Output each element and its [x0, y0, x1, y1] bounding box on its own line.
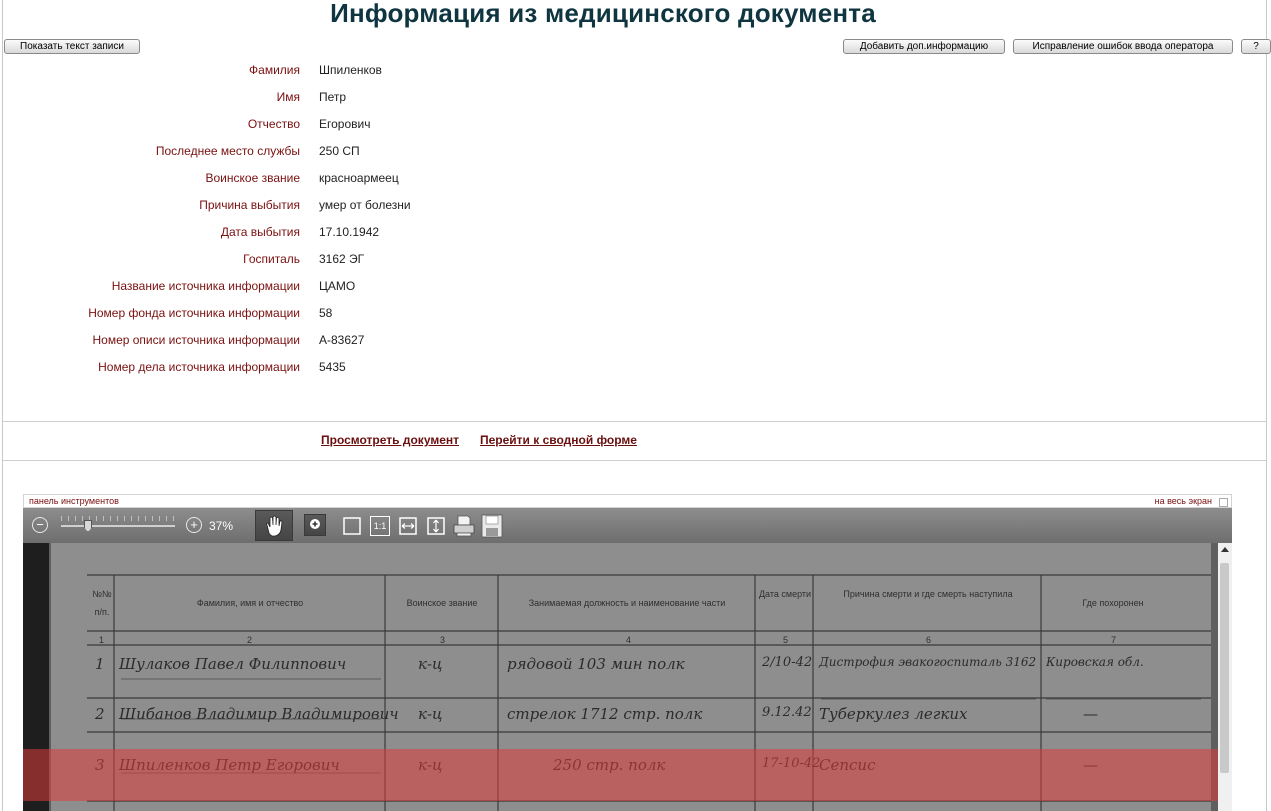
- field-value: Шпиленков: [319, 63, 382, 77]
- viewer-scrollbar[interactable]: [1218, 543, 1232, 811]
- zoom-slider-ticks: [61, 516, 175, 521]
- highlighted-record-overlay: [23, 749, 1218, 801]
- scan-col-number: 6: [926, 635, 932, 645]
- divider: [3, 460, 1266, 461]
- scan-cell: к-ц: [418, 705, 443, 723]
- zoom-out-icon[interactable]: −: [32, 517, 48, 533]
- scan-cell: 9.12.42: [762, 705, 812, 720]
- scan-header-number: №№ п/п.: [92, 589, 112, 617]
- zoom-slider-handle[interactable]: [84, 520, 92, 532]
- field-row: [0, 171, 800, 191]
- toolbar-panel-label: панель инструментов: [29, 496, 119, 506]
- field-value: 17.10.1942: [319, 225, 380, 239]
- field-value: 58: [319, 306, 333, 320]
- show-record-text-button[interactable]: Показать текст записи: [4, 39, 140, 54]
- field-row: [0, 333, 800, 353]
- field-row: [0, 360, 800, 380]
- field-value: 3162 ЭГ: [319, 252, 365, 266]
- document-scan[interactable]: [23, 543, 1218, 811]
- field-row: [0, 225, 800, 245]
- field-row: [0, 198, 800, 218]
- field-label: Отчество: [247, 117, 300, 131]
- pan-tool-button[interactable]: [255, 510, 293, 541]
- field-row: [0, 252, 800, 272]
- scan-cell: Туберкулез легких: [819, 705, 968, 723]
- scan-cell: Кировская обл.: [1046, 655, 1144, 669]
- scan-header-death-date: Дата смерти: [758, 589, 812, 599]
- view-document-link[interactable]: Просмотреть документ: [321, 433, 460, 447]
- scan-header-position: Занимаемая должность и наименование части: [528, 598, 726, 608]
- scan-col-number: 1: [99, 635, 105, 645]
- zoom-in-icon[interactable]: +: [186, 517, 202, 533]
- field-label: Фамилия: [249, 63, 300, 77]
- field-row: [0, 63, 800, 83]
- field-value: 250 СП: [319, 144, 360, 158]
- field-label: Имя: [276, 90, 300, 104]
- scan-cell: 2/10-42: [762, 655, 813, 670]
- viewer-panel-header: [23, 494, 1232, 508]
- scan-header-cause: Причина смерти и где смерть наступила: [843, 589, 1013, 599]
- fit-page-icon[interactable]: [342, 516, 362, 536]
- scan-col-number: 2: [247, 635, 253, 645]
- field-label: Название источника информации: [111, 279, 300, 293]
- scroll-up-arrow-icon[interactable]: [1221, 547, 1229, 552]
- save-icon[interactable]: [481, 514, 503, 538]
- field-value: 5435: [319, 360, 346, 374]
- field-row: [0, 90, 800, 110]
- scan-cell: стрелок 1712 стр. полк: [507, 705, 703, 723]
- scrollbar-thumb[interactable]: [1220, 563, 1229, 773]
- summary-form-link[interactable]: Перейти к сводной форме: [480, 433, 637, 447]
- scan-col-number: 4: [626, 635, 632, 645]
- page-frame-right: [1266, 0, 1267, 811]
- scan-cell: Шибанов Владимир Владимирович: [119, 705, 399, 723]
- field-label: Номер дела источника информации: [98, 360, 300, 374]
- field-value: А-83627: [319, 333, 365, 347]
- hand-icon: [256, 511, 292, 540]
- field-value: ЦАМО: [319, 279, 356, 293]
- scan-header-name: Фамилия, имя и отчество: [196, 598, 304, 608]
- field-row: [0, 306, 800, 326]
- zoom-rect-button[interactable]: [304, 514, 326, 536]
- scan-cell: 1: [95, 655, 105, 673]
- scan-header-rank: Воинское звание: [406, 598, 478, 608]
- field-label: Последнее место службы: [155, 144, 300, 158]
- field-row: [0, 144, 800, 164]
- field-label: Причина выбытия: [199, 198, 300, 212]
- scan-header-burial: Где похоронен: [1082, 598, 1144, 608]
- add-info-button[interactable]: Добавить доп.информацию: [843, 39, 1005, 54]
- field-label: Номер описи источника информации: [92, 333, 300, 347]
- scan-cell: Шулаков Павел Филиппович: [119, 655, 347, 673]
- fit-height-icon[interactable]: [426, 516, 446, 536]
- field-row: [0, 117, 800, 137]
- fix-operator-errors-button[interactable]: Исправление ошибок ввода оператора: [1013, 39, 1233, 54]
- field-label: Госпиталь: [243, 252, 300, 266]
- page-title: Информация из медицинского документа: [330, 0, 876, 28]
- scan-cell: Дистрофия эвакогоспиталь 3162: [819, 655, 1037, 669]
- scan-cell: 2: [95, 705, 105, 723]
- scan-col-number: 5: [783, 635, 789, 645]
- print-icon[interactable]: [453, 514, 475, 538]
- scan-col-number: 3: [440, 635, 446, 645]
- field-row: [0, 279, 800, 299]
- zoom-slider[interactable]: [61, 525, 175, 527]
- help-button[interactable]: ?: [1241, 39, 1271, 54]
- viewer-toolbar: [23, 508, 1232, 543]
- fit-width-icon[interactable]: [398, 516, 418, 536]
- fullscreen-link[interactable]: на весь экран: [1154, 496, 1212, 506]
- field-value: Петр: [319, 90, 347, 104]
- scan-cell: рядовой 103 мин полк: [507, 655, 685, 673]
- magnifier-plus-icon: [305, 515, 325, 535]
- field-value: красноармеец: [319, 171, 399, 185]
- field-label: Воинское звание: [205, 171, 300, 185]
- divider: [3, 421, 1266, 422]
- field-value: умер от болезни: [319, 198, 411, 212]
- document-viewer: [23, 494, 1232, 811]
- field-label: Номер фонда источника информации: [88, 306, 300, 320]
- actual-size-icon[interactable]: 1:1: [370, 516, 390, 536]
- scan-cell: —: [1083, 705, 1098, 723]
- field-label: Дата выбытия: [220, 225, 300, 239]
- scan-cell: к-ц: [418, 655, 443, 673]
- fullscreen-checkbox[interactable]: [1219, 498, 1228, 507]
- scan-col-number: 7: [1111, 635, 1117, 645]
- field-value: Егорович: [319, 117, 371, 131]
- zoom-level: 37%: [209, 519, 234, 533]
